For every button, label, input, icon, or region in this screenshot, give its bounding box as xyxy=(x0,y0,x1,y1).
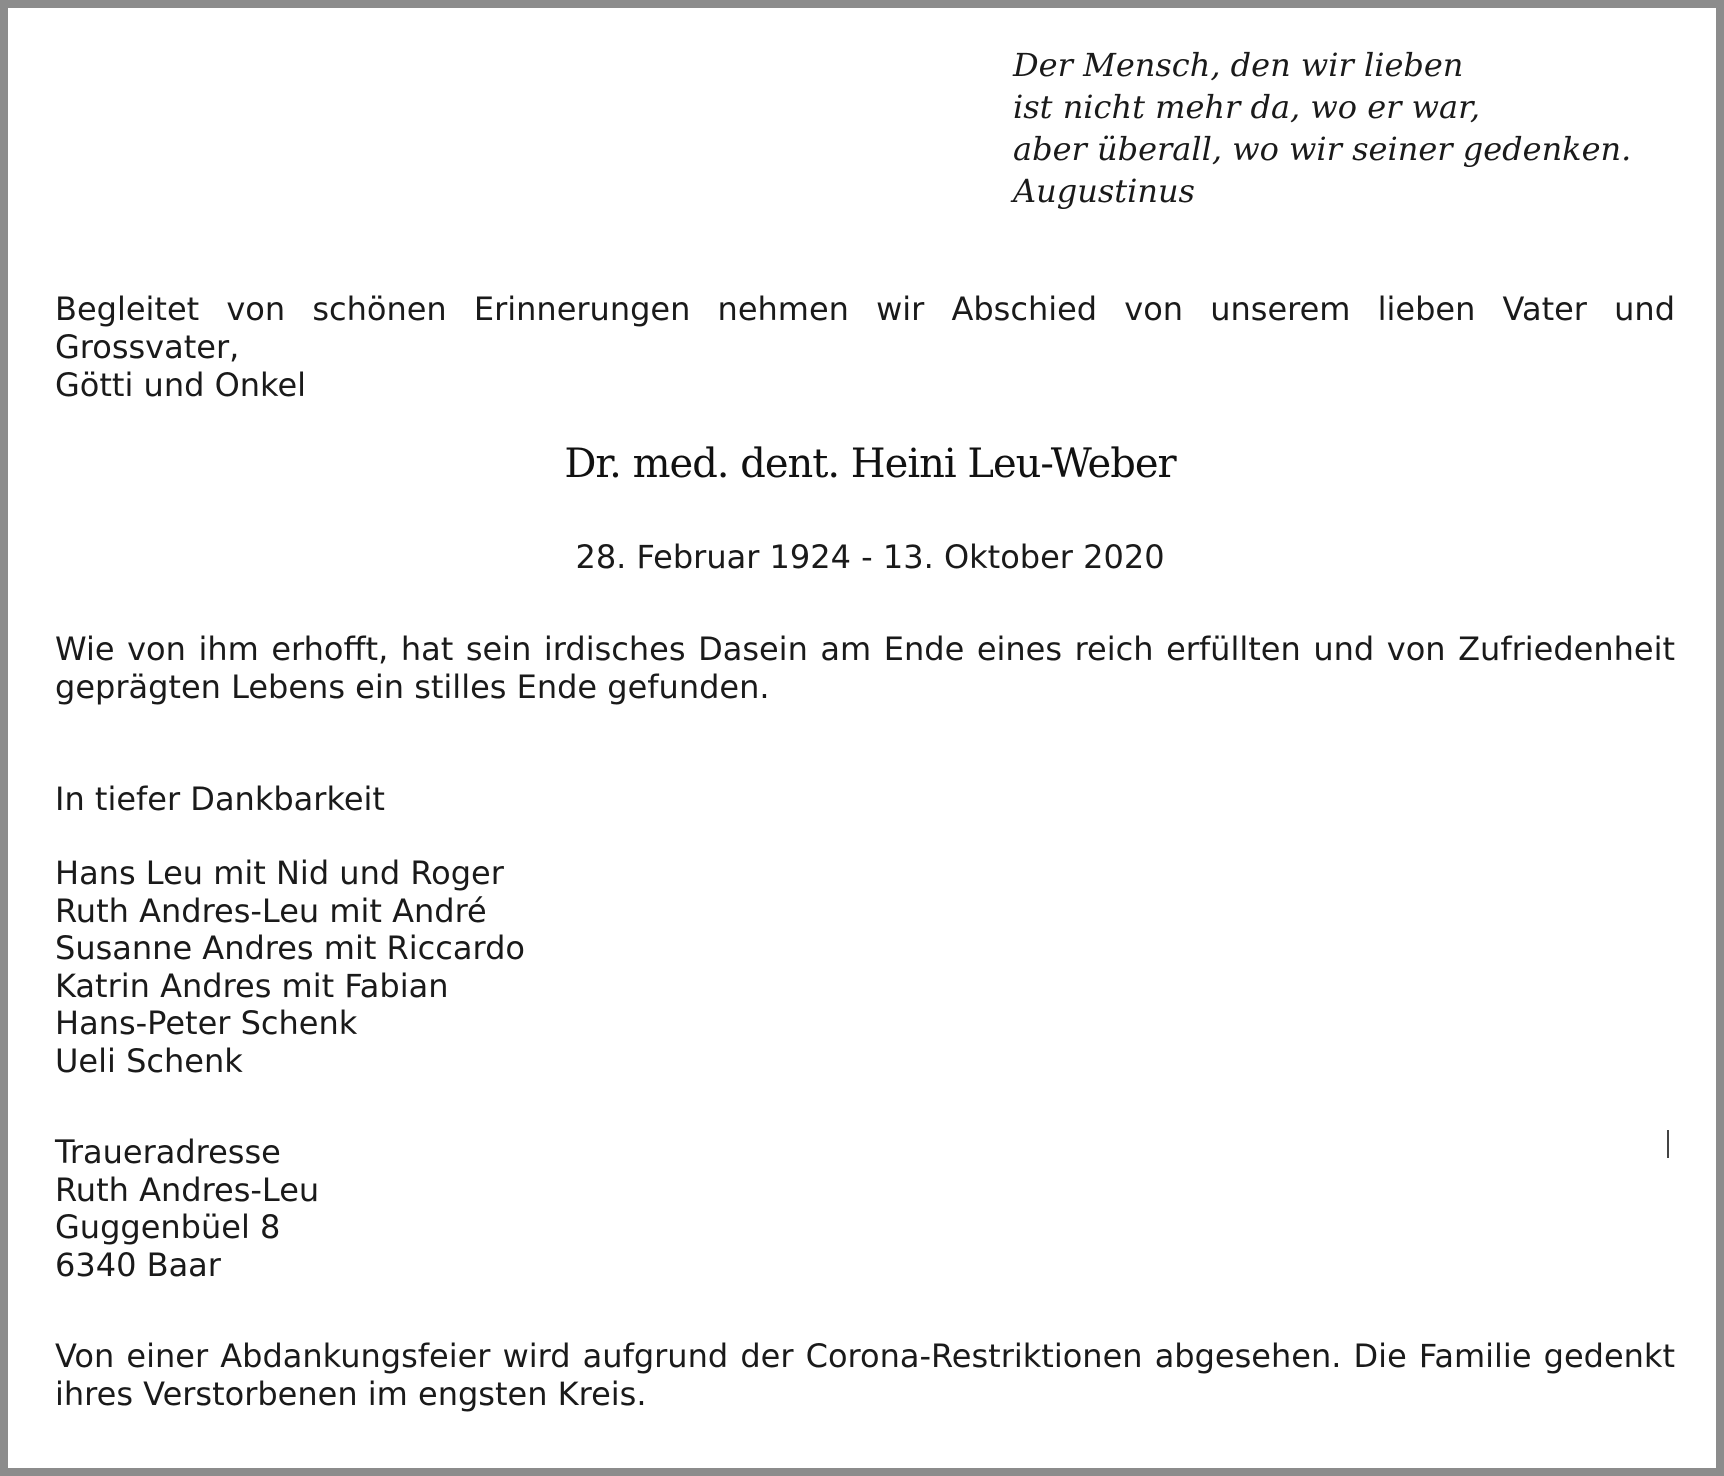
statement-line: geprägten Lebens ein stilles Ende gefunden. xyxy=(55,668,770,706)
address-name: Ruth Andres-Leu xyxy=(55,1170,320,1209)
quote-author: Augustinus xyxy=(1013,172,1195,210)
quote-line: aber überall, wo wir seiner gedenken. xyxy=(1013,130,1632,168)
text-cursor-mark xyxy=(1667,1130,1669,1158)
life-dates: 28. Februar 1924 - 13. Oktober 2020 xyxy=(575,538,1165,576)
intro-line: Begleitet von schönen Erinnerungen nehmen wir Abschied von unserem lieben Vater und Grossvater, xyxy=(55,290,1675,366)
quote-line: Der Mensch, den wir lieben xyxy=(1013,46,1464,84)
family-list xyxy=(55,855,525,1080)
address-city: 6340 Baar xyxy=(55,1245,221,1284)
mourning-address xyxy=(55,1134,319,1284)
family-member: Susanne Andres mit Riccardo xyxy=(55,929,525,967)
closing-paragraph xyxy=(55,1337,1675,1413)
family-member: Hans Leu mit Nid und Roger xyxy=(55,854,504,892)
epigraph-quote xyxy=(1013,44,1693,212)
intro-paragraph xyxy=(55,290,1675,404)
statement-paragraph xyxy=(55,630,1675,706)
address-street: Guggenbüel 8 xyxy=(55,1208,281,1246)
address-label: Traueradresse xyxy=(55,1133,281,1171)
family-member: Ruth Andres-Leu mit André xyxy=(55,891,487,930)
closing-line: ihres Verstorbenen im engsten Kreis. xyxy=(55,1375,647,1413)
family-member: Katrin Andres mit Fabian xyxy=(55,966,449,1005)
family-member: Ueli Schenk xyxy=(55,1041,243,1080)
intro-line: Götti und Onkel xyxy=(55,366,307,404)
closing-line: Von einer Abdankungsfeier wird aufgrund der Corona-Restriktionen abgesehen. Die Familie gedenkt xyxy=(55,1337,1675,1375)
family-member: Hans-Peter Schenk xyxy=(55,1004,358,1042)
deceased-name: Dr. med. dent. Heini Leu-Weber xyxy=(564,441,1176,487)
thanks-line: In tiefer Dankbarkeit xyxy=(55,780,385,818)
statement-line: Wie von ihm erhofft, hat sein irdisches Dasein am Ende eines reich erfüllten und von Zufriedenheit xyxy=(55,630,1675,668)
quote-line: ist nicht mehr da, wo er war, xyxy=(1013,88,1481,126)
